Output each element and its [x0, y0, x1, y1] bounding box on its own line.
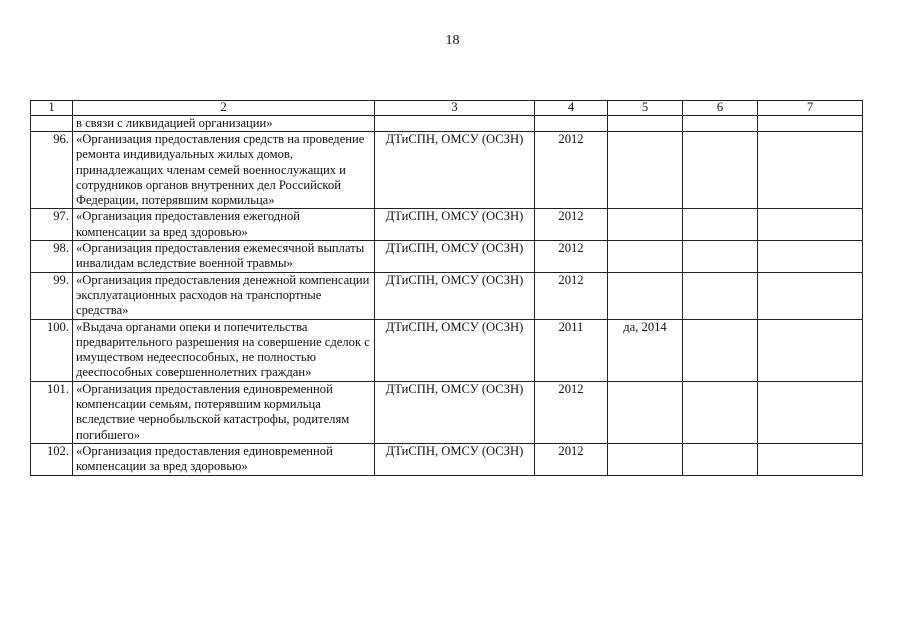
row-number: 101. — [31, 381, 73, 443]
executor: ДТиСПН, ОМСУ (ОСЗН) — [375, 209, 535, 241]
table-row — [31, 241, 863, 273]
col6-value — [683, 209, 758, 241]
col5-value — [608, 209, 683, 241]
table-row — [31, 132, 863, 209]
col7-value — [758, 241, 863, 273]
service-name: «Организация предоставления ежемесячной выплаты инвалидам вследствие военной травмы» — [73, 241, 375, 273]
col5-value: да, 2014 — [608, 319, 683, 381]
col7-value — [758, 132, 863, 209]
continuation-cell-4 — [535, 116, 608, 132]
col5-value — [608, 241, 683, 273]
col7-value — [758, 319, 863, 381]
continuation-text: в связи с ликвидацией организации» — [73, 116, 375, 132]
year: 2012 — [535, 241, 608, 273]
col6-value — [683, 443, 758, 475]
table-row — [31, 272, 863, 319]
header-col-6: 6 — [683, 101, 758, 116]
header-col-2: 2 — [73, 101, 375, 116]
header-col-4: 4 — [535, 101, 608, 116]
service-name: «Выдача органами опеки и попечительства предварительного разрешения на совершение сделок с имуществом недееспособных, не полностью дееспособных совершеннолетних граждан» — [73, 319, 375, 381]
header-col-5: 5 — [608, 101, 683, 116]
year: 2012 — [535, 272, 608, 319]
col6-value — [683, 132, 758, 209]
service-name: «Организация предоставления средств на проведение ремонта индивидуальных жилых домов, принадлежащих членам семей военнослужащих и сотрудников органов внутренних дел Российской Федерации, потерявшим кормильца» — [73, 132, 375, 209]
col7-value — [758, 209, 863, 241]
year: 2011 — [535, 319, 608, 381]
col5-value — [608, 132, 683, 209]
services-table — [30, 100, 863, 476]
year: 2012 — [535, 132, 608, 209]
executor: ДТиСПН, ОМСУ (ОСЗН) — [375, 381, 535, 443]
header-row — [31, 101, 863, 116]
service-name: «Организация предоставления единовременной компенсации семьям, потерявшим кормильца вследствие чернобыльской катастрофы, родителям погибшего» — [73, 381, 375, 443]
executor: ДТиСПН, ОМСУ (ОСЗН) — [375, 272, 535, 319]
continuation-cell-5 — [608, 116, 683, 132]
executor: ДТиСПН, ОМСУ (ОСЗН) — [375, 319, 535, 381]
table-row — [31, 443, 863, 475]
table-row — [31, 209, 863, 241]
row-number: 102. — [31, 443, 73, 475]
col6-value — [683, 272, 758, 319]
year: 2012 — [535, 443, 608, 475]
row-number: 100. — [31, 319, 73, 381]
row-number: 97. — [31, 209, 73, 241]
row-number: 98. — [31, 241, 73, 273]
continuation-cell-3 — [375, 116, 535, 132]
col6-value — [683, 381, 758, 443]
service-name: «Организация предоставления единовременной компенсации за вред здоровью» — [73, 443, 375, 475]
service-name: «Организация предоставления ежегодной компенсации за вред здоровью» — [73, 209, 375, 241]
row-number: 99. — [31, 272, 73, 319]
year: 2012 — [535, 381, 608, 443]
col6-value — [683, 319, 758, 381]
col7-value — [758, 381, 863, 443]
service-name: «Организация предоставления денежной компенсации эксплуатационных расходов на транспортные средства» — [73, 272, 375, 319]
continuation-cell-6 — [683, 116, 758, 132]
table-row — [31, 319, 863, 381]
table-row — [31, 381, 863, 443]
header-col-7: 7 — [758, 101, 863, 116]
row-number: 96. — [31, 132, 73, 209]
continuation-row — [31, 116, 863, 132]
col5-value — [608, 272, 683, 319]
header-col-3: 3 — [375, 101, 535, 116]
col5-value — [608, 381, 683, 443]
col7-value — [758, 272, 863, 319]
executor: ДТиСПН, ОМСУ (ОСЗН) — [375, 443, 535, 475]
col6-value — [683, 241, 758, 273]
year: 2012 — [535, 209, 608, 241]
col5-value — [608, 443, 683, 475]
page-number: 18 — [445, 33, 460, 48]
executor: ДТиСПН, ОМСУ (ОСЗН) — [375, 132, 535, 209]
col7-value — [758, 443, 863, 475]
executor: ДТиСПН, ОМСУ (ОСЗН) — [375, 241, 535, 273]
header-col-1: 1 — [31, 101, 73, 116]
continuation-cell-7 — [758, 116, 863, 132]
continuation-num-cell — [31, 116, 73, 132]
